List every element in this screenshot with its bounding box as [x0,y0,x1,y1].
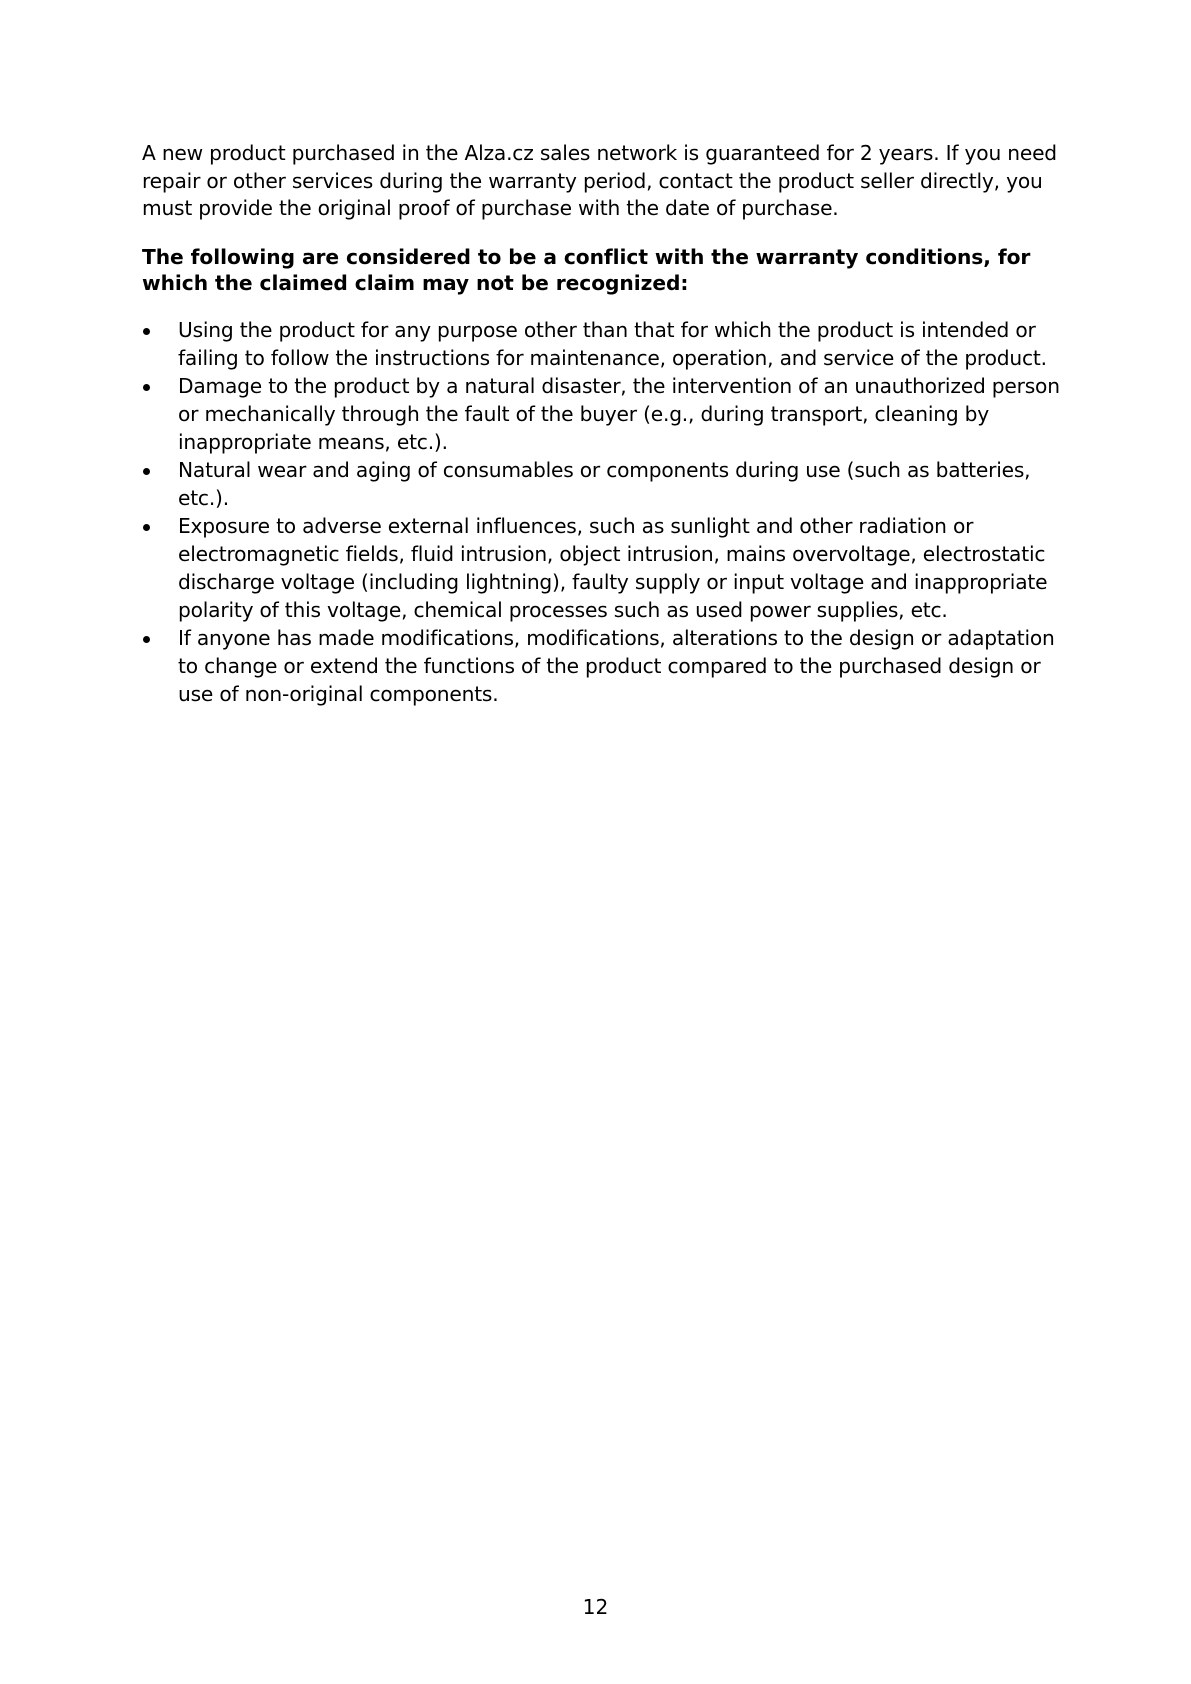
list-item-text: Exposure to adverse external influences, such as sunlight and other radiation or electromagnetic fields, fluid intrusion, object intrusion, mains overvoltage, electrostatic discharge voltage (including lightning), faulty supply or input voltage and inappropriate polarity of this voltage, chemical processes such as used power supplies, etc. [178,513,1048,622]
list-item [142,372,1067,456]
list-item [142,624,1067,708]
page-content [142,140,1067,708]
list-item [142,316,1067,372]
list-item [142,512,1067,624]
list-item-text: Natural wear and aging of consumables or components during use (such as batteries, etc.). [178,457,1031,510]
list-item-text: If anyone has made modifications, modifications, alterations to the design or adaptation to change or extend the functions of the product compared to the purchased design or use of non-original components. [178,625,1055,706]
warranty-conflict-heading: The following are considered to be a conflict with the warranty conditions, for which the claimed claim may not be recognized: [142,244,1031,295]
list-item-text: Damage to the product by a natural disaster, the intervention of an unauthorized person or mechanically through the fault of the buyer (e.g., during transport, cleaning by inappropriate means, etc.). [178,373,1060,454]
bullet-icon [143,384,150,391]
bullet-icon [143,328,150,335]
page-number: 12 [582,1595,609,1619]
list-item-text: Using the product for any purpose other than that for which the product is intended or failing to follow the instructions for maintenance, operation, and service of the product. [178,317,1047,370]
bullet-icon [143,636,150,643]
bullet-icon [143,468,150,475]
warranty-conflict-list [142,316,1067,708]
list-item [142,456,1067,512]
bullet-icon [143,524,150,531]
intro-paragraph: A new product purchased in the Alza.cz sales network is guaranteed for 2 years. If you need repair or other services during the warranty period, contact the product seller directly, you must provide the original proof of purchase with the date of purchase. [142,141,1057,220]
